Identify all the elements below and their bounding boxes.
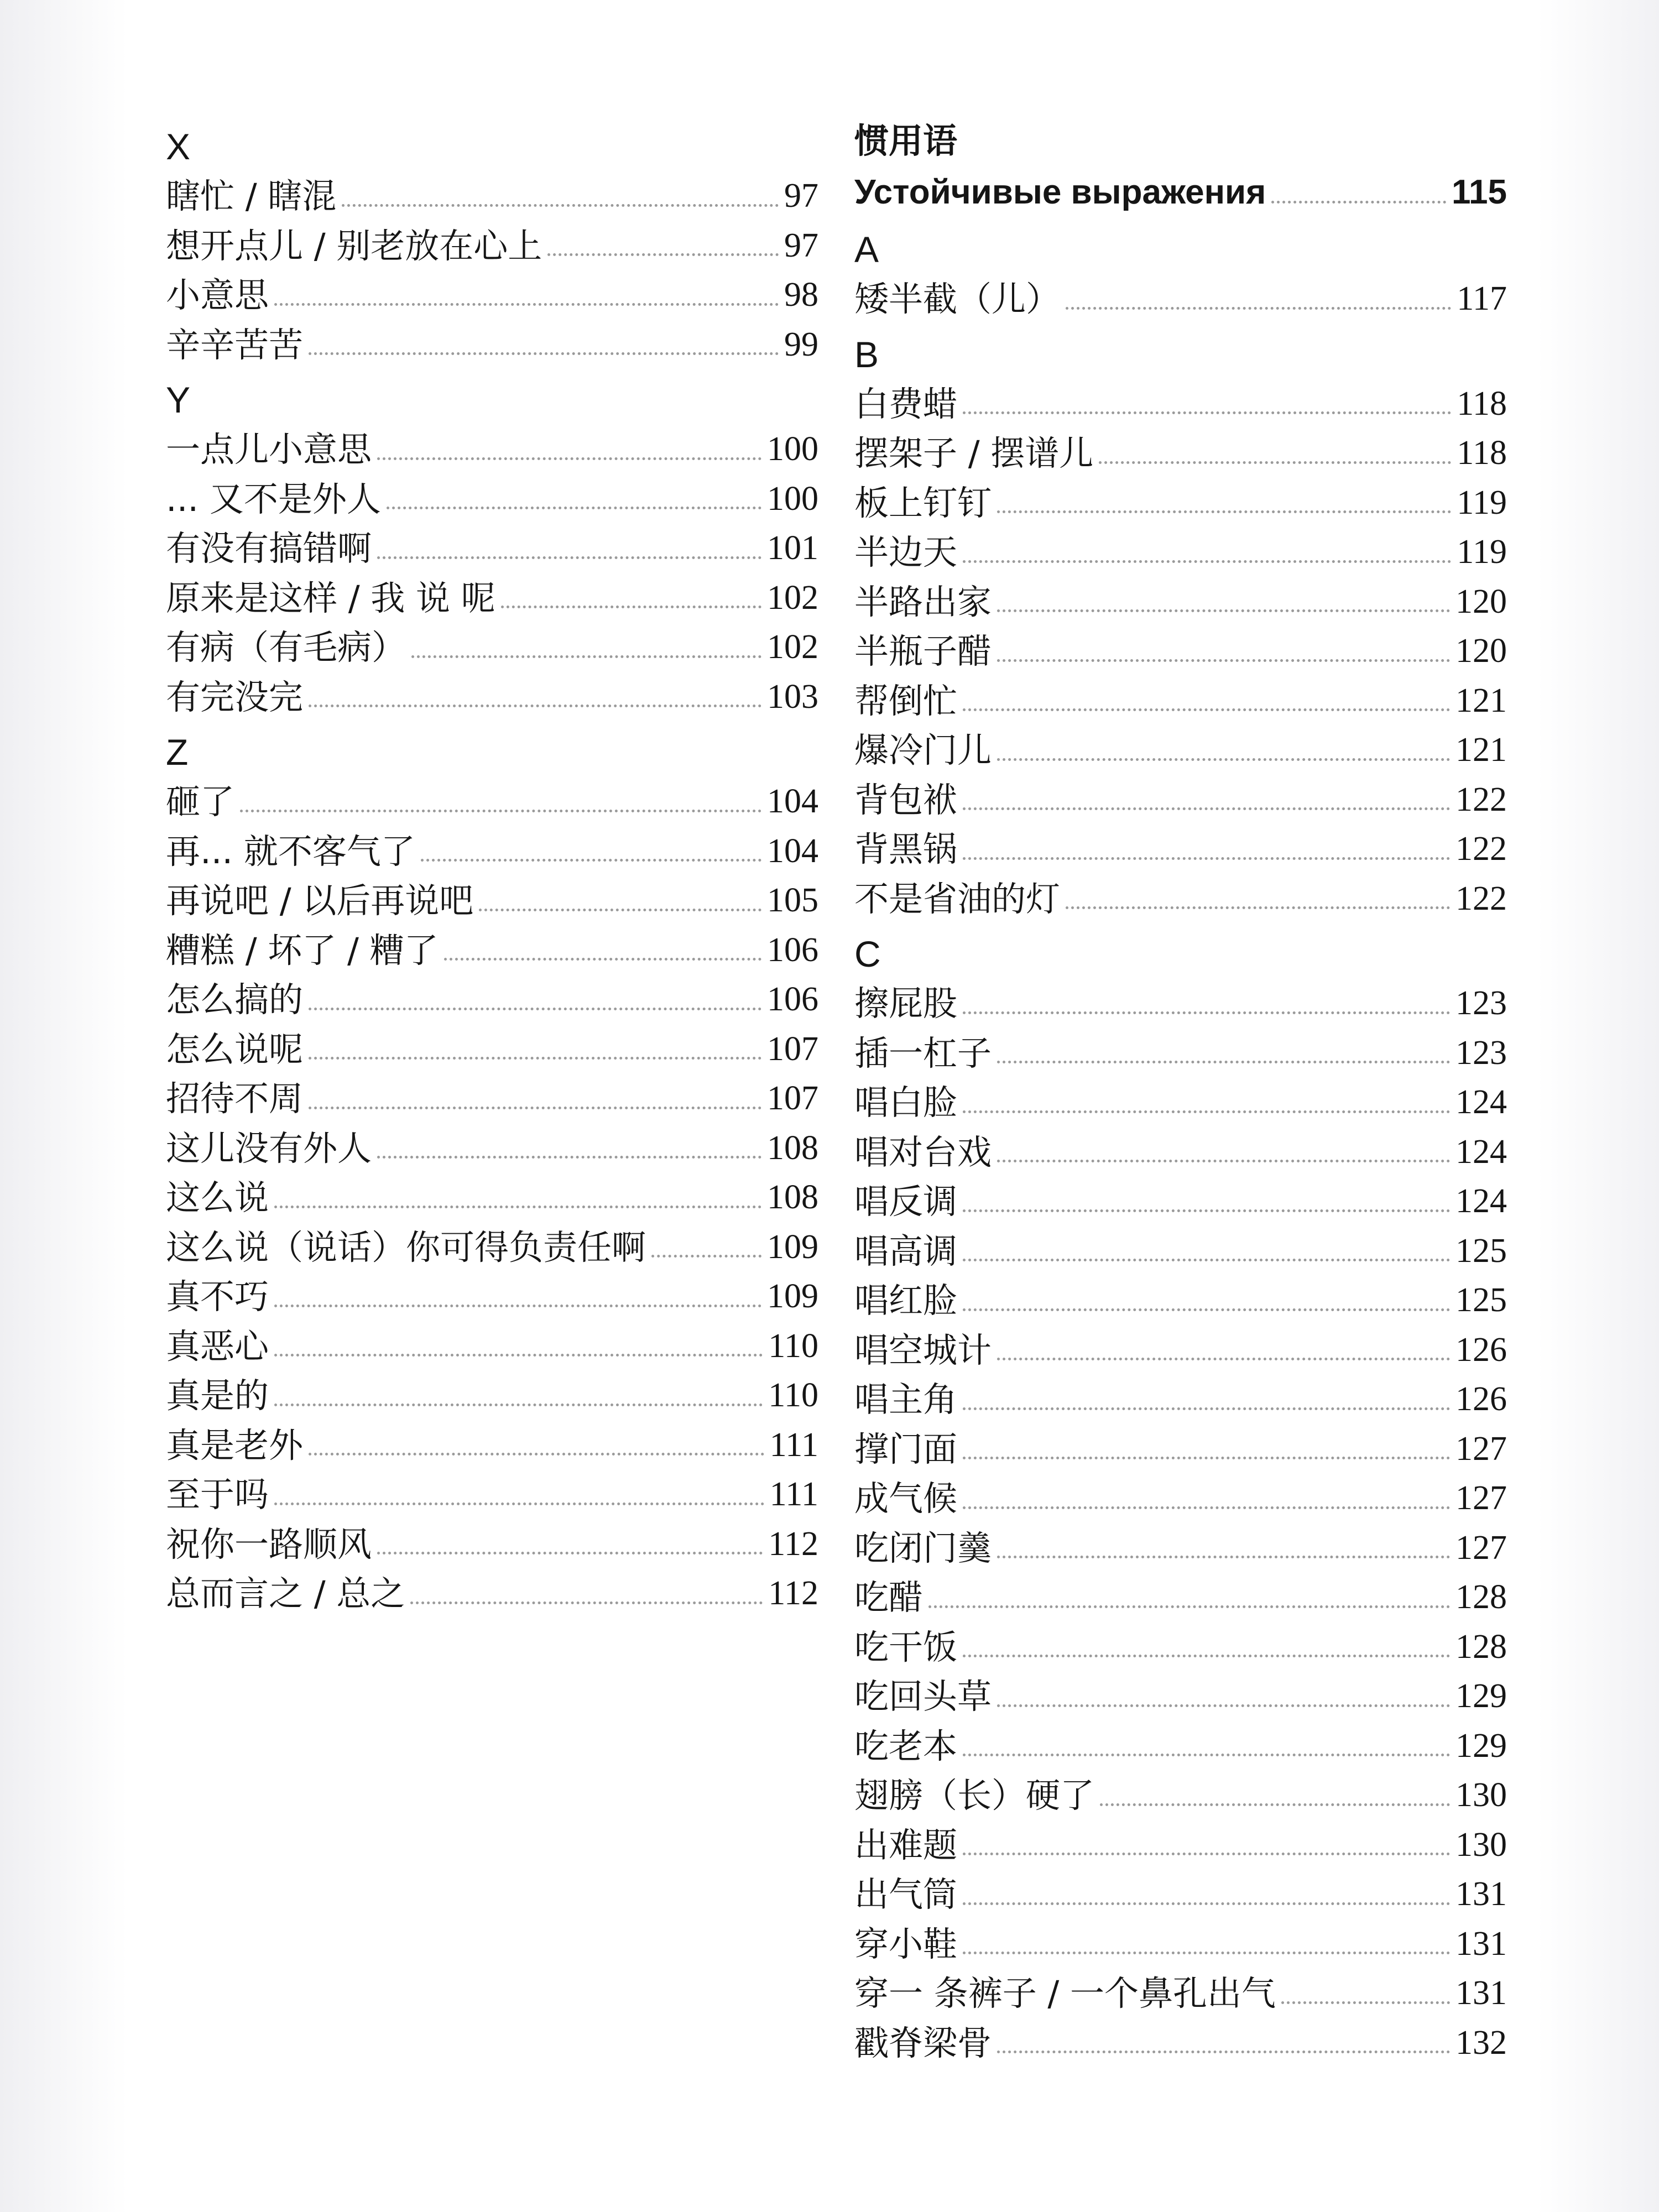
index-entry (854, 726, 1507, 775)
index-entry (166, 1124, 818, 1173)
leader-dots (309, 1008, 761, 1010)
entry-page-number: 131 (1455, 1924, 1507, 1963)
entry-text: 成气候 (854, 1478, 958, 1519)
entry-page-number: 111 (769, 1426, 818, 1464)
leader-dots (1271, 201, 1446, 204)
leader-dots (963, 1259, 1450, 1261)
index-entry (166, 1322, 818, 1371)
index-entry (854, 1870, 1507, 1919)
entry-text: 真是的 (166, 1375, 269, 1416)
leader-dots (387, 507, 761, 509)
leader-dots (997, 758, 1450, 761)
leader-dots (377, 1156, 761, 1159)
entry-text: 招待不周 (166, 1078, 304, 1119)
index-entry (166, 623, 818, 672)
entry-text: 有病（有毛病） (166, 627, 406, 667)
index-entry (854, 1276, 1507, 1326)
leader-dots (274, 1354, 763, 1357)
entry-page-number: 117 (1457, 280, 1507, 317)
index-entry (166, 975, 818, 1025)
index-entry (854, 979, 1507, 1029)
entry-text: 唱高调 (854, 1230, 958, 1271)
leader-dots (963, 1853, 1450, 1855)
leader-dots (1100, 1803, 1450, 1806)
leader-dots (997, 510, 1451, 513)
entry-text: 怎么搞的 (166, 979, 304, 1020)
entry-page-number: 130 (1455, 1825, 1507, 1864)
index-entry (854, 1573, 1507, 1623)
section-subtitle-page: 115 (1451, 173, 1507, 211)
index-entry (854, 1375, 1507, 1425)
entry-page-number: 120 (1455, 632, 1507, 670)
index-entry (166, 1074, 818, 1124)
entry-text: 至于吗 (166, 1474, 269, 1515)
entry-page-number: 129 (1455, 1677, 1507, 1715)
index-entry (166, 1173, 818, 1223)
index-entry (854, 627, 1507, 676)
entry-text: 这么说（说话）你可得负责任啊 (166, 1227, 646, 1267)
leader-dots (963, 1011, 1450, 1014)
entry-page-number: 124 (1455, 1133, 1507, 1171)
entry-text: ... 又不是外人 (166, 478, 381, 519)
entry-text: 有没有搞错啊 (166, 528, 372, 568)
leader-dots (963, 1308, 1450, 1311)
entry-text: 板上钉钉 (854, 482, 992, 523)
entry-page-number: 102 (767, 578, 818, 617)
entry-text: 唱反调 (854, 1181, 958, 1222)
index-entry (854, 577, 1507, 627)
entry-text: 这儿没有外人 (166, 1128, 372, 1168)
entry-page-number: 103 (767, 677, 818, 716)
leader-dots (240, 810, 761, 812)
entry-page-number: 106 (767, 980, 818, 1018)
index-entry (854, 825, 1507, 874)
entry-text: 小意思 (166, 275, 269, 315)
entry-text: 总而言之 / 总之 (166, 1573, 405, 1614)
leader-dots (410, 1601, 763, 1604)
leader-dots (963, 1902, 1450, 1905)
entry-text: 穿小鞋 (854, 1923, 958, 1964)
entry-text: 再说吧 / 以后再说吧 (166, 880, 474, 921)
entry-text: 一点儿小意思 (166, 429, 372, 469)
leader-dots (274, 303, 779, 306)
entry-text: 真不巧 (166, 1276, 269, 1317)
leader-dots (479, 909, 761, 911)
entry-page-number: 100 (767, 479, 818, 518)
index-entry (854, 1524, 1507, 1573)
entry-page-number: 110 (768, 1376, 818, 1414)
entry-text: 糟糕 / 坏了 / 糟了 (166, 930, 439, 971)
leader-dots (997, 659, 1450, 662)
index-entry (854, 1474, 1507, 1524)
entry-text: 吃回头草 (854, 1676, 992, 1717)
leader-dots (309, 352, 779, 355)
index-entry (854, 1721, 1507, 1771)
leader-dots (963, 1506, 1450, 1509)
index-entry (166, 425, 818, 474)
entry-page-number: 123 (1455, 984, 1507, 1022)
index-entry (166, 926, 818, 975)
leader-dots (309, 705, 761, 707)
entry-text: 半瓶子醋 (854, 631, 992, 671)
entry-page-number: 110 (768, 1327, 818, 1365)
index-letter-heading: Z (166, 732, 189, 773)
entry-text: 吃醋 (854, 1577, 924, 1618)
entry-page-number: 97 (784, 226, 818, 264)
entry-page-number: 131 (1455, 1974, 1507, 2012)
entry-page-number: 132 (1455, 2023, 1507, 2062)
entry-text: 祝你一路顺风 (166, 1524, 372, 1564)
entry-page-number: 126 (1455, 1380, 1507, 1418)
entry-text: 插一杠子 (854, 1032, 992, 1073)
leader-dots (274, 1503, 764, 1505)
leader-dots (997, 2051, 1450, 2053)
entry-page-number: 112 (768, 1574, 818, 1612)
leader-dots (377, 556, 761, 559)
entry-text: 擦屁股 (854, 983, 958, 1024)
index-entry (166, 1421, 818, 1470)
index-entry (854, 874, 1507, 924)
index-entry (854, 478, 1507, 528)
entry-page-number: 124 (1455, 1083, 1507, 1121)
index-entry (166, 573, 818, 623)
index-entry (854, 1969, 1507, 2018)
index-entry (854, 1177, 1507, 1227)
entry-page-number: 109 (767, 1228, 818, 1266)
entry-text: 砸了 (166, 781, 235, 822)
leader-dots (963, 708, 1450, 711)
entry-page-number: 104 (767, 782, 818, 820)
leader-dots (274, 1206, 761, 1208)
leader-dots (997, 1704, 1450, 1707)
entry-page-number: 99 (784, 325, 818, 363)
entry-page-number: 98 (784, 276, 818, 314)
entry-text: 这么说 (166, 1177, 269, 1218)
leader-dots (997, 609, 1450, 612)
entry-text: 穿一 条裤子 / 一个鼻孔出气 (854, 1973, 1276, 2013)
entry-page-number: 124 (1455, 1182, 1507, 1220)
leader-dots (1099, 461, 1451, 464)
entry-text: 撑门面 (854, 1428, 958, 1469)
entry-text: 唱空城计 (854, 1329, 992, 1370)
entry-page-number: 100 (767, 430, 818, 468)
leader-dots (963, 1209, 1450, 1212)
entry-text: 翅膀（长）硬了 (854, 1775, 1095, 1815)
index-entry (854, 1227, 1507, 1276)
index-entry (854, 1029, 1507, 1078)
leader-dots (421, 859, 761, 862)
index-entry (854, 1771, 1507, 1820)
entry-page-number: 129 (1455, 1726, 1507, 1765)
index-entry (166, 1569, 818, 1619)
entry-text: 吃闭门羹 (854, 1527, 992, 1568)
entry-text: 瞎忙 / 瞎混 (166, 176, 337, 216)
entry-text: 唱对台戏 (854, 1131, 992, 1172)
entry-text: 原来是这样 / 我 说 呢 (166, 577, 495, 618)
leader-dots (274, 1404, 763, 1406)
entry-text: 出难题 (854, 1824, 958, 1865)
entry-page-number: 123 (1455, 1034, 1507, 1072)
leader-dots (963, 560, 1451, 563)
entry-page-number: 104 (767, 832, 818, 870)
leader-dots (274, 1305, 761, 1307)
leader-dots (963, 1457, 1450, 1459)
entry-text: 背黑锅 (854, 829, 958, 869)
leader-dots (963, 1110, 1450, 1113)
index-entry (854, 2018, 1507, 2068)
index-letter-heading: B (854, 333, 879, 375)
entry-page-number: 108 (767, 1129, 818, 1167)
entry-text: 半路出家 (854, 581, 992, 622)
index-entry (166, 876, 818, 926)
entry-page-number: 106 (767, 931, 818, 969)
entry-page-number: 112 (768, 1525, 818, 1563)
index-entry (854, 379, 1507, 429)
entry-text: 唱主角 (854, 1379, 958, 1420)
index-entry (854, 429, 1507, 478)
index-entry (854, 1623, 1507, 1672)
entry-text: 背包袱 (854, 779, 958, 820)
entry-text: 吃干饭 (854, 1626, 958, 1667)
entry-text: 摆架子 / 摆谱儿 (854, 433, 1094, 473)
leader-dots (1066, 906, 1450, 909)
entry-page-number: 109 (767, 1277, 818, 1315)
entry-page-number: 118 (1457, 384, 1507, 422)
entry-page-number: 121 (1455, 681, 1507, 719)
leader-dots (651, 1255, 761, 1258)
right-groups (854, 225, 1507, 2068)
entry-text: 不是省油的灯 (854, 878, 1061, 919)
entry-text: 想开点儿 / 别老放在心上 (166, 225, 542, 266)
entry-page-number: 125 (1455, 1232, 1507, 1270)
entry-text: 出气筒 (854, 1874, 958, 1914)
leader-dots (1281, 2001, 1450, 2004)
entry-text: 白费蜡 (854, 383, 958, 424)
entry-page-number: 127 (1455, 1479, 1507, 1517)
index-entry (166, 320, 818, 370)
index-entry (854, 775, 1507, 825)
leader-dots (547, 253, 779, 256)
entry-text: 真恶心 (166, 1326, 269, 1366)
index-entry (166, 672, 818, 722)
entry-text: 辛辛苦苦 (166, 324, 304, 365)
entry-page-number: 125 (1455, 1281, 1507, 1319)
entry-page-number: 118 (1457, 434, 1507, 472)
leader-dots (963, 807, 1450, 810)
leader-dots (997, 1061, 1450, 1063)
entry-page-number: 97 (784, 177, 818, 215)
leader-dots (963, 1754, 1450, 1756)
entry-page-number: 127 (1455, 1430, 1507, 1468)
entry-page-number: 122 (1455, 780, 1507, 818)
entry-page-number: 111 (769, 1475, 818, 1513)
entry-page-number: 128 (1455, 1578, 1507, 1616)
entry-page-number: 101 (767, 529, 818, 567)
entry-page-number: 107 (767, 1030, 818, 1068)
entry-page-number: 107 (767, 1079, 818, 1117)
entry-page-number: 122 (1455, 830, 1507, 868)
section-subtitle-entry (854, 166, 1507, 219)
index-entry (854, 1078, 1507, 1128)
leader-dots (928, 1605, 1450, 1608)
entry-page-number: 121 (1455, 731, 1507, 769)
index-entry (854, 274, 1507, 324)
index-entry (166, 1272, 818, 1322)
index-entry (166, 171, 818, 221)
index-entry (166, 1520, 818, 1569)
index-entry (854, 1425, 1507, 1474)
leader-dots (411, 655, 761, 658)
entry-text: 有完没完 (166, 676, 304, 717)
entry-page-number: 102 (767, 628, 818, 666)
index-letter-heading: Y (166, 379, 191, 420)
entry-text: 真是老外 (166, 1425, 304, 1465)
index-entry (854, 1128, 1507, 1177)
index-entry (166, 827, 818, 877)
entry-text: 怎么说呢 (166, 1029, 304, 1070)
leader-dots (963, 857, 1450, 860)
entry-text: 唱白脸 (854, 1082, 958, 1123)
entry-page-number: 105 (767, 881, 818, 919)
entry-text: 吃老本 (854, 1725, 958, 1766)
entry-page-number: 120 (1455, 582, 1507, 620)
leader-dots (309, 1057, 761, 1060)
index-entry (854, 1820, 1507, 1870)
entry-page-number: 122 (1455, 879, 1507, 917)
index-letter-heading: C (854, 933, 881, 974)
leader-dots (963, 1407, 1450, 1410)
entry-text: 半边天 (854, 532, 958, 572)
entry-text: 爆冷门儿 (854, 730, 992, 770)
section-subtitle: Устойчивые выражения (854, 173, 1266, 211)
leader-dots (997, 1358, 1450, 1360)
right-index-column (854, 116, 1507, 2068)
entry-page-number: 119 (1457, 483, 1507, 521)
leader-dots (963, 1952, 1450, 1954)
index-entry (166, 777, 818, 827)
leader-dots (444, 958, 761, 961)
entry-page-number: 131 (1455, 1875, 1507, 1913)
index-entry (854, 1919, 1507, 1969)
index-entry (166, 474, 818, 524)
index-entry (166, 1223, 818, 1272)
index-entry (166, 270, 818, 320)
leader-dots (997, 1556, 1450, 1558)
leader-dots (997, 1160, 1450, 1162)
entry-page-number: 127 (1455, 1528, 1507, 1567)
left-index-column (166, 116, 818, 1619)
leader-dots (963, 1655, 1450, 1657)
leader-dots (309, 1453, 764, 1455)
index-entry (854, 1672, 1507, 1721)
entry-text: 唱红脸 (854, 1280, 958, 1321)
index-entry (166, 221, 818, 271)
index-entry (166, 1025, 818, 1074)
index-entry (166, 524, 818, 573)
index-entry (854, 1326, 1507, 1375)
leader-dots (377, 457, 761, 460)
leader-dots (309, 1107, 761, 1109)
index-entry (166, 1470, 818, 1520)
leader-dots (342, 204, 779, 207)
index-entry (854, 676, 1507, 726)
index-entry (854, 528, 1507, 577)
entry-text: 再... 就不客气了 (166, 831, 415, 872)
section-title: 惯用语 (854, 121, 958, 161)
entry-page-number: 128 (1455, 1627, 1507, 1666)
entry-page-number: 108 (767, 1178, 818, 1216)
entry-page-number: 119 (1457, 533, 1507, 571)
leader-dots (501, 606, 761, 608)
leader-dots (1066, 307, 1451, 310)
index-letter-heading: X (166, 126, 191, 167)
index-entry (166, 1371, 818, 1421)
entry-page-number: 130 (1455, 1776, 1507, 1814)
leader-dots (377, 1552, 763, 1554)
leader-dots (963, 411, 1451, 414)
index-letter-heading: A (854, 229, 879, 270)
entry-text: 帮倒忙 (854, 680, 958, 721)
entry-text: 矮半截（儿） (854, 279, 1061, 319)
entry-text: 戳脊梁骨 (854, 2022, 992, 2063)
entry-page-number: 126 (1455, 1331, 1507, 1369)
